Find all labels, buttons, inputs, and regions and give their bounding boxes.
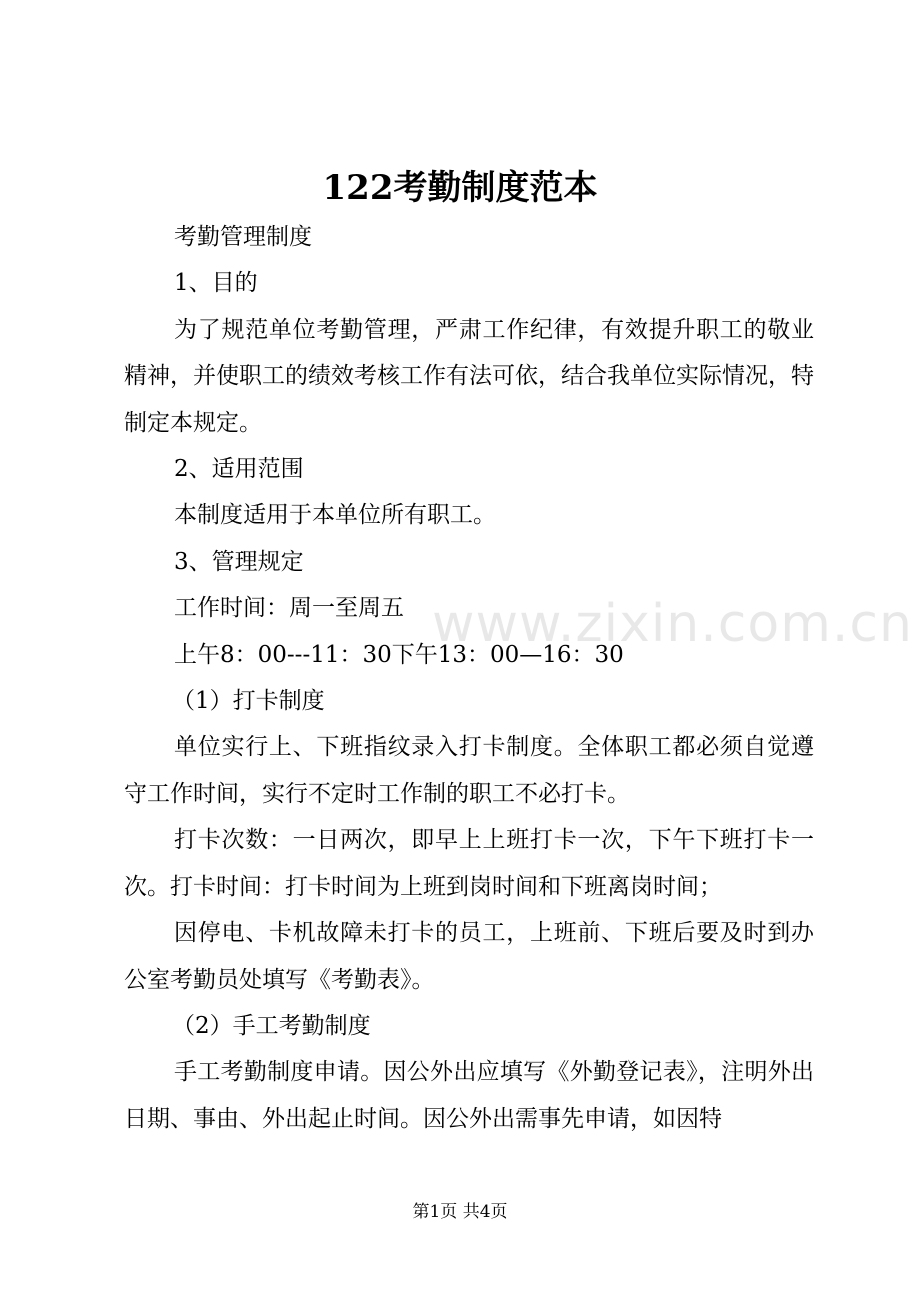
document-title: 122考勤制度范本 — [322, 168, 598, 208]
paragraph: 工作时间：周一至周五 — [174, 595, 404, 622]
section-heading: 3、管理规定 — [174, 548, 304, 575]
watermark: www.zixin.com.cn — [432, 594, 913, 654]
page-footer: 第1页 共4页 — [412, 1202, 508, 1222]
paragraph: 本制度适用于本单位所有职工。 — [174, 502, 496, 529]
section-heading: 2、适用范围 — [174, 456, 304, 483]
subsection-heading: （2）手工考勤制度 — [172, 1012, 371, 1039]
paragraph: 因停电、卡机故障未打卡的员工，上班前、下班后要及时到办公室考勤员处填写《考勤表》。 — [124, 920, 814, 993]
paragraph: 手工考勤制度申请。因公外出应填写《外勤登记表》，注明外出日期、事由、外出起止时间。因公外出需事先申请，如因特 — [124, 1059, 814, 1132]
section-heading: 1、目的 — [174, 270, 258, 297]
section-heading: 考勤管理制度 — [174, 224, 312, 250]
paragraph: 单位实行上、下班指纹录入打卡制度。全体职工都必须自觉遵守工作时间，实行不定时工作制的职工不必打卡。 — [124, 734, 814, 807]
document-body — [124, 214, 814, 1142]
paragraph: 为了规范单位考勤管理，严肃工作纪律，有效提升职工的敬业精神，并使职工的绩效考核工作有法可依，结合我单位实际情况，特制定本规定。 — [124, 316, 814, 436]
subsection-heading: （1）打卡制度 — [172, 688, 325, 715]
paragraph: 上午8：00---11：30下午13：00—16：30 — [174, 641, 624, 668]
paragraph: 打卡次数：一日两次，即早上上班打卡一次，下午下班打卡一次。打卡时间：打卡时间为上班到岗时间和下班离岗时间； — [124, 827, 814, 900]
